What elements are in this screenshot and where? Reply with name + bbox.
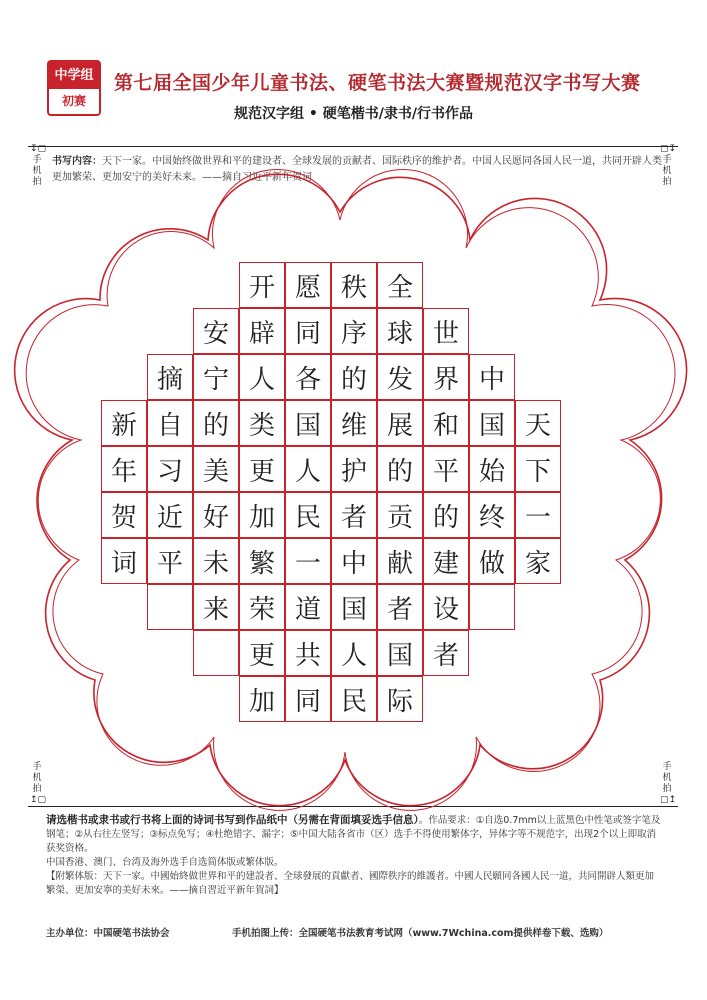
grid-cell: 始 xyxy=(469,446,515,492)
grid-cell: 的 xyxy=(331,354,377,400)
grid-cell: 民 xyxy=(285,492,331,538)
grid-cell: 更 xyxy=(239,446,285,492)
grid-cell: 天 xyxy=(515,400,561,446)
grid-cell-empty xyxy=(147,584,193,630)
grid-cell: 平 xyxy=(147,538,193,584)
grid-cell: 设 xyxy=(423,584,469,630)
grid-cell: 序 xyxy=(331,308,377,354)
badge-round-label: 初赛 xyxy=(61,94,86,108)
grid-cell: 维 xyxy=(331,400,377,446)
grid-cell: 自 xyxy=(147,400,193,446)
grid-cell: 秩 xyxy=(331,262,377,308)
grid-cell: 荣 xyxy=(239,584,285,630)
grid-cell: 加 xyxy=(239,492,285,538)
corner-label: 手机拍 xyxy=(32,155,42,187)
grid-cell: 的 xyxy=(377,446,423,492)
instructions-requirements: 。作品要求：①自选0.7mm以上蓝黑色中性笔或签字笔及钢笔；②从右往左竖写；③标点免写；④杜绝错字、漏字；⑤中国大陆各省市（区）选手不得使用繁体字，异体字等不规范字，出现2个以上即取消获奖资格。 xyxy=(46,815,661,854)
grid-cell: 类 xyxy=(239,400,285,446)
corner-label: 手机拍 xyxy=(662,155,672,187)
grid-cell: 建 xyxy=(423,538,469,584)
grid-cell: 国 xyxy=(377,630,423,676)
grid-cell: 平 xyxy=(423,446,469,492)
grid-cell: 家 xyxy=(515,538,561,584)
grid-cell: 一 xyxy=(285,538,331,584)
grid-cell: 护 xyxy=(331,446,377,492)
grid-cell: 国 xyxy=(331,584,377,630)
instructions-traditional-version: 【附繁体版：天下一家。中國始終做世界和平的建設者、全球發展的貢獻者、國際秩序的維護者。中國人民願同各國人民一道，共同開辟人類更加繁榮、更加安寧的美好未來。——摘自習近平新年賀詞】 xyxy=(46,871,655,896)
grid-cell: 来 xyxy=(193,584,239,630)
grid-cell: 近 xyxy=(147,492,193,538)
content-text: 天下一家。中国始终做世界和平的建设者、全球发展的贡献者、国际秩序的维护者。中国人民愿同各国人民一道，共同开辟人类更加繁荣、更加安宁的美好未来。——摘自习近平新年贺词 xyxy=(52,156,662,183)
footer-organizer: 主办单位：中国硬笔书法协会 xyxy=(46,928,170,939)
grid-cell: 人 xyxy=(331,630,377,676)
instructions-overseas-note: 中国香港、澳门、台湾及海外选手自选简体版或繁体版。 xyxy=(46,857,284,868)
grid-cell: 习 xyxy=(147,446,193,492)
page-title: 第七届全国少年儿童书法、硬笔书法大赛暨规范汉字书写大赛 xyxy=(114,72,641,94)
grid-cell: 同 xyxy=(285,676,331,722)
corner-square-icon: ▢↥ xyxy=(660,795,677,805)
grid-cell: 球 xyxy=(377,308,423,354)
corner-label: 手机拍 xyxy=(662,762,672,794)
grid-cell: 年 xyxy=(101,446,147,492)
corner-square-icon: ↥▢ xyxy=(30,795,47,805)
grid-cell: 全 xyxy=(377,262,423,308)
grid-cell: 辟 xyxy=(239,308,285,354)
grid-cell: 宁 xyxy=(193,354,239,400)
grid-cell: 的 xyxy=(193,400,239,446)
grid-cell-empty xyxy=(469,584,515,630)
corner-square-icon: ↧▢ xyxy=(30,144,47,154)
grid-cell: 人 xyxy=(285,446,331,492)
grid-cell: 各 xyxy=(285,354,331,400)
grid-cell: 加 xyxy=(239,676,285,722)
grid-cell: 的 xyxy=(423,492,469,538)
grid-cell: 同 xyxy=(285,308,331,354)
grid-cell: 道 xyxy=(285,584,331,630)
grid-cell-empty xyxy=(193,630,239,676)
footer-upload: 手机拍图上传：全国硬笔书法教育考试网（www.7Wchina.com提供样卷下载、选购） xyxy=(232,928,609,939)
grid-cell: 中 xyxy=(469,354,515,400)
grid-cell: 贡 xyxy=(377,492,423,538)
grid-cell: 国 xyxy=(469,400,515,446)
grid-cell: 做 xyxy=(469,538,515,584)
grid-cell: 未 xyxy=(193,538,239,584)
content-label: 书写内容： xyxy=(52,156,102,167)
grid-cell: 者 xyxy=(331,492,377,538)
badge-group-label: 中学组 xyxy=(49,62,99,89)
grid-cell: 下 xyxy=(515,446,561,492)
corner-label: 手机拍 xyxy=(32,762,42,794)
grid-cell: 者 xyxy=(423,630,469,676)
grid-cell: 美 xyxy=(193,446,239,492)
grid-cell: 民 xyxy=(331,676,377,722)
grid-cell: 愿 xyxy=(285,262,331,308)
grid-cell: 词 xyxy=(101,538,147,584)
grid-cell: 安 xyxy=(193,308,239,354)
grid-cell: 和 xyxy=(423,400,469,446)
grid-cell: 更 xyxy=(239,630,285,676)
grid-cell: 展 xyxy=(377,400,423,446)
grid-cell: 好 xyxy=(193,492,239,538)
grid-cell: 共 xyxy=(285,630,331,676)
grid-cell: 贺 xyxy=(101,492,147,538)
grid-cell: 世 xyxy=(423,308,469,354)
grid-cell: 繁 xyxy=(239,538,285,584)
grid-cell: 发 xyxy=(377,354,423,400)
grid-cell: 一 xyxy=(515,492,561,538)
grid-cell: 献 xyxy=(377,538,423,584)
grid-cell: 人 xyxy=(239,354,285,400)
grid-cell: 终 xyxy=(469,492,515,538)
grid-cell: 际 xyxy=(377,676,423,722)
grid-cell: 新 xyxy=(101,400,147,446)
grid-cell: 国 xyxy=(285,400,331,446)
grid-cell: 中 xyxy=(331,538,377,584)
corner-square-icon: ▢↧ xyxy=(660,144,677,154)
page-subtitle: 规范汉字组 • 硬笔楷书/隶书/行书作品 xyxy=(234,106,473,122)
instructions-block xyxy=(46,813,661,898)
grid-cell: 摘 xyxy=(147,354,193,400)
grid-cell: 界 xyxy=(423,354,469,400)
grid-cell: 者 xyxy=(377,584,423,630)
instructions-heading: 请选楷书或隶书或行书将上面的诗词书写到作品纸中（另需在背面填妥选手信息） xyxy=(46,814,419,826)
grid-cell: 开 xyxy=(239,262,285,308)
